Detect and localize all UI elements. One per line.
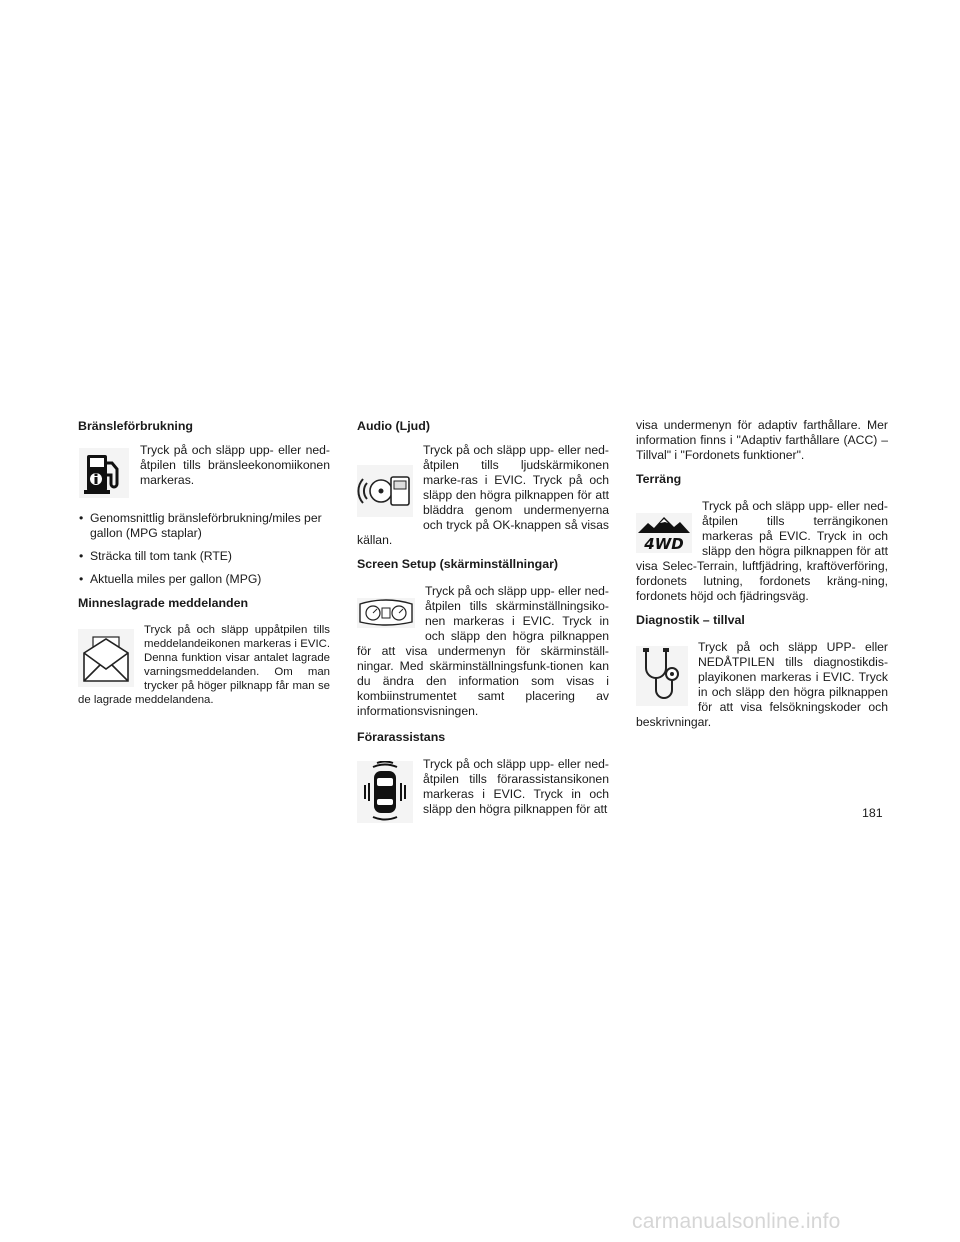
driver-assist-heading: Förarassistans xyxy=(357,730,446,744)
fuel-text: Tryck på och släpp upp- eller ned-åtpilen tills bränsleekonomiikonen markeras. xyxy=(140,443,330,487)
messages-text: Tryck på och släpp uppåtpilen tills meddelandeikonen markeras i EVIC. Denna funktion visar antalet lagrade varningsmeddelanden. Om man trycker på höger pilknapp får man se de lagrade meddelandena. xyxy=(78,624,330,706)
instrument-cluster-icon xyxy=(357,598,415,628)
fuel-heading: Bränsleförbrukning xyxy=(78,419,193,433)
messages-heading: Minneslagrade meddelanden xyxy=(78,596,249,610)
column-2 xyxy=(357,418,609,835)
screen-setup-heading: Screen Setup (skärminställningar) xyxy=(357,557,559,571)
fuel-block xyxy=(78,443,330,503)
stethoscope-icon xyxy=(636,646,688,706)
column-1 xyxy=(78,418,330,715)
audio-block xyxy=(357,443,609,548)
list-item: • Genomsnittlig bränsleförbrukning/miles per gallon (MPG staplar) xyxy=(78,511,330,541)
terrain-heading: Terräng xyxy=(636,472,682,486)
list-item: • Aktuella miles per gallon (MPG) xyxy=(78,572,330,587)
diagnostics-heading: Diagnostik – tillval xyxy=(636,613,745,627)
car-sensor-icon xyxy=(357,761,413,823)
continued-text: visa undermenyn för adaptiv farthållare. Mer information finns i "Adaptiv farthållare (ACC) – Tillval" i "Fordonets funktioner". xyxy=(636,418,888,462)
page-number: 181 xyxy=(862,806,883,820)
diagnostics-text: Tryck på och släpp UPP- eller NEDÅTPILEN tills diagnostikdis-playikonen markeras i EVIC. Tryck in och släpp den högra pilknappen för att visa felsökningskoder och beskrivningar. xyxy=(636,640,888,729)
terrain-block xyxy=(636,499,888,604)
4wd-label: 4WD xyxy=(644,535,684,553)
screen-setup-text: Tryck på och släpp upp- eller ned-åtpilen tills skärminställningsiko-nen markeras i EVIC. Tryck in och släpp den högra pilknappen för att visa undermenyn för skärminställ-ningar. Med skärminställningsfunk-tionen kan du ändra den information som visas i kombiinstrumentet samt placering av informationsvisningen. xyxy=(357,584,609,718)
audio-heading: Audio (Ljud) xyxy=(357,419,430,433)
driver-assist-block xyxy=(357,757,609,827)
driver-assist-text: Tryck på och släpp upp- eller ned-åtpilen tills förarassistansikonen markeras i EVIC. Tryck in och släpp den högra pilknappen för att xyxy=(423,757,609,816)
4wd-mountain-icon xyxy=(636,513,692,553)
watermark: carmanualsonline.info xyxy=(632,1210,841,1233)
terrain-text: Tryck på och släpp upp- eller ned-åtpilen tills terrängikonen markeras på EVIC. Tryck in och släpp den högra pilknappen för att visa Selec-Terrain, luftfjädring, kraftöverföring, fordonets lutning, fordonets kräng-ning, fordonets höjd och fjädringsväg. xyxy=(636,499,888,603)
audio-icon xyxy=(357,465,413,517)
envelope-icon xyxy=(78,629,134,687)
diagnostics-block xyxy=(636,640,888,730)
fuel-bullet-list xyxy=(78,511,330,587)
fuel-pump-info-icon xyxy=(78,447,130,499)
messages-block xyxy=(78,623,330,707)
screen-setup-block xyxy=(357,584,609,719)
audio-text: Tryck på och släpp upp- eller ned-åtpilen tills ljudskärmikonen marke-ras i EVIC. Tryck på och släpp den högra pilknappen för att bläddra genom undermenyerna och tryck på OK-knappen så visas källan. xyxy=(357,443,609,547)
column-3 xyxy=(636,418,888,738)
list-item: • Sträcka till tom tank (RTE) xyxy=(78,549,330,564)
